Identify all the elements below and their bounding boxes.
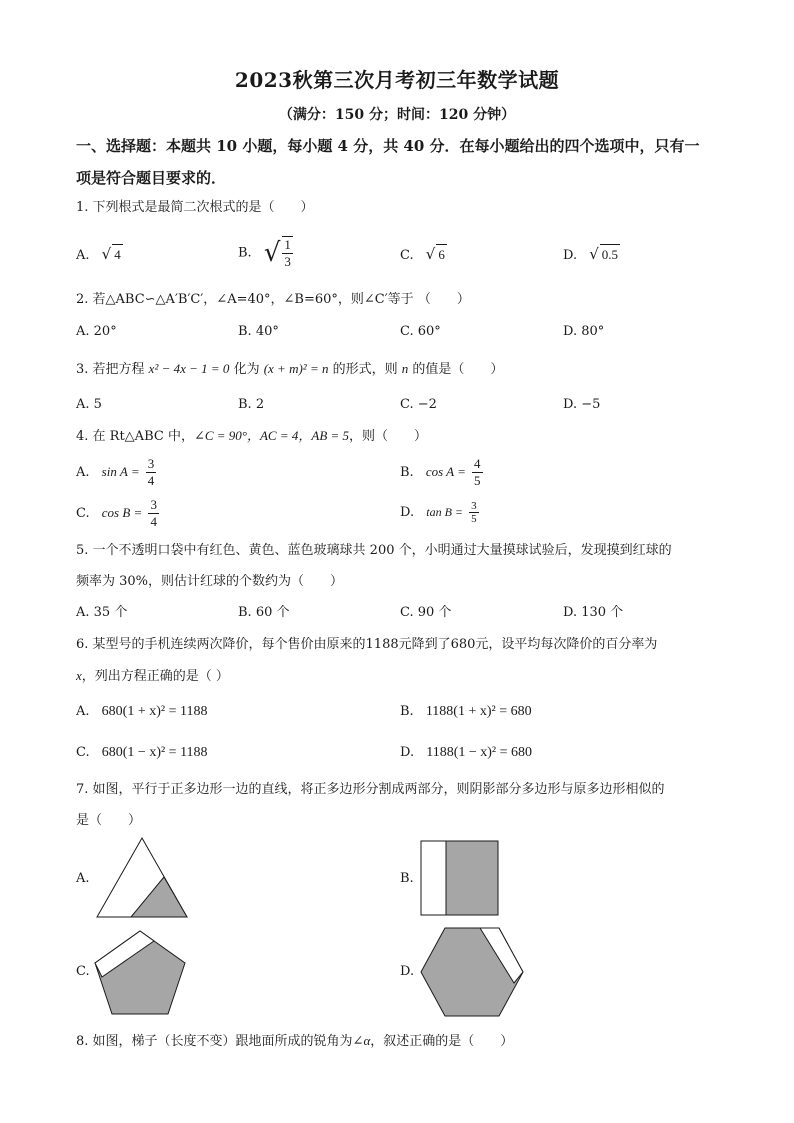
- q6-option-c-label: C.: [76, 745, 90, 760]
- q6-option-a[interactable]: [76, 702, 207, 722]
- q3-option-c[interactable]: C. −2: [400, 397, 437, 412]
- q3-option-b[interactable]: B. 2: [238, 397, 265, 412]
- q4-stem-pre: 4. 在 Rt△ABC 中，: [76, 429, 194, 444]
- q7-figure-b-square: [420, 840, 500, 916]
- q7-option-b-label[interactable]: B.: [400, 871, 414, 886]
- q7-stem-line2: 是（ ）: [76, 813, 142, 828]
- q6-option-b-equation: 1188(1 + x)² = 680: [425, 704, 532, 719]
- q1-option-b[interactable]: B. √ $\frac{1}{3}$: [238, 237, 291, 269]
- q3-stem: [76, 359, 503, 380]
- q1-option-b-numerator: 1: [284, 237, 291, 252]
- q5-option-b[interactable]: B. 60 个: [238, 605, 290, 620]
- q4-option-c-denominator: 4: [150, 514, 157, 529]
- q7-figure-d-hexagon: [420, 927, 524, 1017]
- q1-option-a-label: A.: [76, 248, 90, 263]
- q7-option-d-label[interactable]: D.: [400, 964, 415, 979]
- q5-option-a[interactable]: A. 35 个: [76, 605, 128, 620]
- q6-stem-line2-text: ，列出方程正确的是（ ）: [81, 669, 229, 684]
- q5-stem-line2: 频率为 30%，则估计红球的个数约为（ ）: [76, 574, 344, 589]
- q4-option-b[interactable]: [400, 456, 485, 489]
- q8-stem: [76, 1031, 513, 1052]
- q4-stem: [76, 426, 427, 447]
- q3-stem-mid2: 的形式，则: [328, 362, 402, 377]
- q6-option-d-label: D.: [400, 745, 415, 760]
- q2-option-d[interactable]: D. 80°: [563, 324, 605, 339]
- q1-option-b-denominator: 3: [284, 254, 291, 269]
- q4-option-a-numerator: 3: [147, 456, 155, 471]
- section-heading-line2: 项是符合题目要求的．: [76, 169, 227, 187]
- q7-option-a-label[interactable]: A.: [76, 871, 90, 886]
- q1-option-b-label: B.: [238, 245, 252, 261]
- q1-option-d-radicand: 0.5: [600, 244, 620, 265]
- q1-option-c-radicand: 6: [436, 244, 447, 265]
- q3-equation-original: x² − 4x − 1 = 0: [148, 361, 230, 376]
- q4-option-b-label: B.: [400, 465, 414, 480]
- q3-option-d[interactable]: D. −5: [563, 397, 601, 412]
- q6-option-d[interactable]: [400, 743, 532, 763]
- q4-option-a-expr: sin A =: [101, 464, 140, 479]
- q6-option-c-equation: 680(1 − x)² = 1188: [101, 745, 208, 760]
- q3-equation-target: (x + m)² = n: [263, 361, 329, 376]
- q2-option-c[interactable]: C. 60°: [400, 324, 441, 339]
- q6-option-b-label: B.: [400, 704, 414, 719]
- page-subtitle: （满分：150 分；时间：120 分钟）: [278, 107, 516, 123]
- page-title: 2023秋第三次月考初三年数学试题: [234, 68, 560, 92]
- q2-option-a[interactable]: A. 20°: [76, 324, 117, 339]
- section-heading-line1: 一、选择题：本题共 10 小题，每小题 4 分，共 40 分．在每小题给出的四个选项中，只有一: [76, 137, 700, 155]
- q5-option-c[interactable]: C. 90 个: [400, 605, 452, 620]
- q4-option-a-denominator: 4: [147, 473, 155, 488]
- q4-condition: ∠C = 90°，AC = 4，AB = 5: [193, 428, 350, 443]
- q8-angle-alpha: ∠α: [352, 1033, 371, 1048]
- q1-option-c-label: C.: [400, 248, 414, 263]
- q6-variable-x: x: [76, 668, 82, 683]
- q1-option-d-label: D.: [563, 248, 578, 263]
- q6-option-b[interactable]: [400, 702, 532, 722]
- q4-option-d-denominator: 5: [471, 513, 477, 525]
- q1-option-c[interactable]: C. √ 6: [400, 245, 445, 263]
- q6-option-d-equation: 1188(1 − x)² = 680: [426, 745, 533, 760]
- q4-option-d-numerator: 3: [471, 500, 477, 512]
- q4-option-b-expr: cos A =: [425, 464, 466, 479]
- q8-stem-pre: 8. 如图，梯子（长度不变）跟地面所成的锐角为: [76, 1034, 353, 1049]
- q5-stem-line1: 5. 一个不透明口袋中有红色、黄色、蓝色玻璃球共 200 个，小明通过大量摸球试验后，发现摸到红球的: [76, 543, 672, 558]
- q4-option-a-label: A.: [76, 465, 90, 480]
- q4-option-c-expr: cos B =: [101, 505, 143, 520]
- q2-stem: 2. 若△ABC∽△A′B′C′，∠A=40°，∠B=60°，则∠C′等于 （ ）: [76, 292, 470, 307]
- q3-option-a[interactable]: A. 5: [76, 397, 102, 412]
- q1-option-a[interactable]: A. √ 4: [76, 245, 121, 263]
- q4-option-d-label: D.: [400, 505, 415, 520]
- q7-stem-line1: 7. 如图，平行于正多边形一边的直线，将正多边形分割成两部分，则阴影部分多边形与原多边形相似的: [76, 782, 665, 797]
- q4-option-d-expr: tan B =: [426, 505, 463, 519]
- q1-stem: 1. 下列根式是最简二次根式的是（ ）: [76, 200, 314, 215]
- q4-option-b-numerator: 4: [474, 456, 481, 471]
- q7-option-c-label[interactable]: C.: [76, 964, 90, 979]
- q6-option-c[interactable]: [76, 743, 208, 763]
- q7-figure-c-pentagon: [94, 930, 186, 1016]
- q5-option-d[interactable]: D. 130 个: [563, 605, 624, 620]
- q4-option-c[interactable]: [76, 497, 161, 530]
- q3-stem-pre: 3. 若把方程: [76, 362, 149, 377]
- q1-option-a-radicand: 4: [112, 244, 123, 265]
- q7-figure-a-triangle: [96, 837, 188, 919]
- q4-option-b-denominator: 5: [474, 473, 481, 488]
- q4-stem-post: ，则（ ）: [349, 429, 428, 444]
- q4-option-d[interactable]: [400, 500, 481, 525]
- q1-option-d[interactable]: D. √ 0.5: [563, 245, 619, 263]
- q4-option-a[interactable]: [76, 456, 158, 489]
- q2-option-b[interactable]: B. 40°: [238, 324, 279, 339]
- q3-variable-n: n: [401, 361, 409, 376]
- q6-stem-line2: [76, 666, 229, 687]
- q6-option-a-label: A.: [76, 704, 90, 719]
- q6-option-a-equation: 680(1 + x)² = 1188: [101, 704, 208, 719]
- q8-stem-post: ，叙述正确的是（ ）: [370, 1034, 514, 1049]
- q3-stem-mid: 化为: [229, 362, 264, 377]
- q6-stem-line1: 6. 某型号的手机连续两次降价，每个售价由原来的1188元降到了680元，设平均每次降价的百分率为: [76, 637, 658, 652]
- q3-stem-post: 的值是（ ）: [408, 362, 504, 377]
- q4-option-c-numerator: 3: [150, 497, 157, 512]
- q4-option-c-label: C.: [76, 506, 90, 521]
